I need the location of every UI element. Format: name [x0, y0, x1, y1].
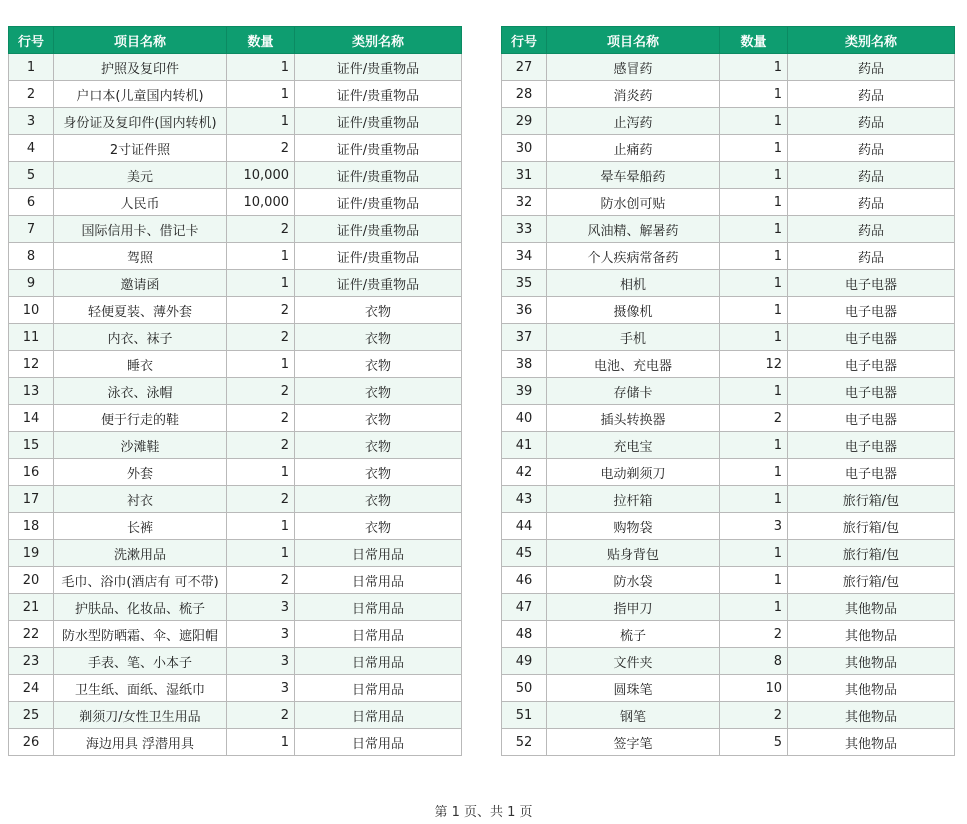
table-row	[502, 135, 955, 162]
table-row	[9, 567, 462, 594]
cell-quantity: 1	[720, 81, 788, 108]
cell-quantity: 1	[720, 297, 788, 324]
cell-quantity: 2	[227, 297, 295, 324]
cell-row-number: 30	[502, 135, 547, 162]
table-row	[502, 216, 955, 243]
cell-category: 衣物	[295, 405, 462, 432]
table-row	[9, 729, 462, 756]
cell-item-name: 长裤	[54, 513, 227, 540]
cell-category: 药品	[788, 189, 955, 216]
cell-quantity: 1	[720, 270, 788, 297]
cell-quantity: 1	[720, 486, 788, 513]
cell-quantity: 2	[227, 378, 295, 405]
cell-quantity: 1	[720, 162, 788, 189]
cell-category: 证件/贵重物品	[295, 135, 462, 162]
cell-row-number: 5	[9, 162, 54, 189]
cell-quantity: 1	[227, 54, 295, 81]
table-row	[502, 405, 955, 432]
table-row	[502, 54, 955, 81]
cell-row-number: 23	[9, 648, 54, 675]
cell-row-number: 8	[9, 243, 54, 270]
cell-quantity: 8	[720, 648, 788, 675]
cell-category: 证件/贵重物品	[295, 54, 462, 81]
cell-row-number: 32	[502, 189, 547, 216]
cell-item-name: 充电宝	[547, 432, 720, 459]
cell-quantity: 1	[720, 135, 788, 162]
cell-quantity: 1	[720, 567, 788, 594]
cell-row-number: 21	[9, 594, 54, 621]
cell-category: 日常用品	[295, 594, 462, 621]
cell-quantity: 1	[720, 459, 788, 486]
cell-quantity: 3	[227, 675, 295, 702]
cell-row-number: 10	[9, 297, 54, 324]
table-row	[502, 486, 955, 513]
cell-item-name: 衬衣	[54, 486, 227, 513]
cell-row-number: 45	[502, 540, 547, 567]
cell-category: 其他物品	[788, 648, 955, 675]
cell-category: 电子电器	[788, 270, 955, 297]
cell-category: 证件/贵重物品	[295, 162, 462, 189]
cell-category: 电子电器	[788, 324, 955, 351]
cell-category: 药品	[788, 54, 955, 81]
cell-quantity: 3	[227, 594, 295, 621]
table-row	[9, 459, 462, 486]
cell-item-name: 内衣、袜子	[54, 324, 227, 351]
cell-quantity: 1	[227, 81, 295, 108]
cell-row-number: 4	[9, 135, 54, 162]
table-row	[9, 540, 462, 567]
cell-category: 其他物品	[788, 675, 955, 702]
cell-item-name: 护照及复印件	[54, 54, 227, 81]
cell-category: 电子电器	[788, 432, 955, 459]
cell-category: 其他物品	[788, 702, 955, 729]
cell-quantity: 1	[227, 108, 295, 135]
cell-row-number: 34	[502, 243, 547, 270]
table-row	[502, 702, 955, 729]
cell-quantity: 1	[720, 54, 788, 81]
cell-item-name: 晕车晕船药	[547, 162, 720, 189]
cell-category: 电子电器	[788, 459, 955, 486]
cell-quantity: 1	[227, 459, 295, 486]
cell-item-name: 消炎药	[547, 81, 720, 108]
cell-quantity: 1	[227, 243, 295, 270]
table-row	[9, 594, 462, 621]
cell-row-number: 27	[502, 54, 547, 81]
header-category: 类别名称	[788, 27, 955, 54]
cell-row-number: 51	[502, 702, 547, 729]
table-row	[9, 297, 462, 324]
cell-item-name: 防水袋	[547, 567, 720, 594]
cell-row-number: 41	[502, 432, 547, 459]
table-row	[9, 351, 462, 378]
cell-category: 日常用品	[295, 648, 462, 675]
header-row-number: 行号	[502, 27, 547, 54]
cell-item-name: 拉杆箱	[547, 486, 720, 513]
table-row	[502, 648, 955, 675]
cell-row-number: 26	[9, 729, 54, 756]
table-row	[9, 216, 462, 243]
table-row	[502, 432, 955, 459]
cell-item-name: 插头转换器	[547, 405, 720, 432]
cell-row-number: 36	[502, 297, 547, 324]
cell-row-number: 28	[502, 81, 547, 108]
cell-quantity: 2	[227, 135, 295, 162]
cell-category: 其他物品	[788, 594, 955, 621]
cell-category: 证件/贵重物品	[295, 189, 462, 216]
cell-item-name: 沙滩鞋	[54, 432, 227, 459]
header-item-name: 项目名称	[547, 27, 720, 54]
cell-row-number: 7	[9, 216, 54, 243]
table-row	[502, 81, 955, 108]
table-row	[9, 189, 462, 216]
cell-row-number: 3	[9, 108, 54, 135]
cell-item-name: 手机	[547, 324, 720, 351]
cell-quantity: 2	[720, 621, 788, 648]
cell-item-name: 外套	[54, 459, 227, 486]
table-row	[502, 189, 955, 216]
cell-quantity: 2	[227, 324, 295, 351]
cell-quantity: 1	[720, 594, 788, 621]
cell-item-name: 存储卡	[547, 378, 720, 405]
cell-row-number: 22	[9, 621, 54, 648]
table-row	[502, 378, 955, 405]
cell-item-name: 购物袋	[547, 513, 720, 540]
cell-quantity: 1	[720, 243, 788, 270]
cell-row-number: 13	[9, 378, 54, 405]
cell-quantity: 10	[720, 675, 788, 702]
cell-row-number: 49	[502, 648, 547, 675]
cell-category: 日常用品	[295, 621, 462, 648]
cell-row-number: 17	[9, 486, 54, 513]
cell-quantity: 1	[227, 540, 295, 567]
cell-quantity: 5	[720, 729, 788, 756]
cell-item-name: 卫生纸、面纸、湿纸巾	[54, 675, 227, 702]
cell-category: 证件/贵重物品	[295, 81, 462, 108]
cell-category: 日常用品	[295, 729, 462, 756]
cell-category: 电子电器	[788, 351, 955, 378]
header-category: 类别名称	[295, 27, 462, 54]
cell-item-name: 洗漱用品	[54, 540, 227, 567]
cell-item-name: 钢笔	[547, 702, 720, 729]
cell-item-name: 海边用具 浮潜用具	[54, 729, 227, 756]
cell-category: 日常用品	[295, 567, 462, 594]
cell-category: 药品	[788, 135, 955, 162]
cell-quantity: 2	[720, 405, 788, 432]
cell-quantity: 1	[720, 324, 788, 351]
cell-category: 旅行箱/包	[788, 540, 955, 567]
cell-category: 旅行箱/包	[788, 486, 955, 513]
cell-row-number: 15	[9, 432, 54, 459]
table-row	[502, 459, 955, 486]
cell-category: 衣物	[295, 324, 462, 351]
cell-row-number: 9	[9, 270, 54, 297]
cell-item-name: 护肤品、化妆品、梳子	[54, 594, 227, 621]
header-row-number: 行号	[9, 27, 54, 54]
cell-item-name: 便于行走的鞋	[54, 405, 227, 432]
table-row	[9, 675, 462, 702]
header-quantity: 数量	[227, 27, 295, 54]
table-row	[9, 621, 462, 648]
cell-category: 衣物	[295, 459, 462, 486]
table-row	[9, 513, 462, 540]
cell-item-name: 邀请函	[54, 270, 227, 297]
cell-row-number: 18	[9, 513, 54, 540]
table-row	[9, 324, 462, 351]
cell-item-name: 身份证及复印件(国内转机)	[54, 108, 227, 135]
table-row	[502, 324, 955, 351]
cell-quantity: 12	[720, 351, 788, 378]
cell-item-name: 轻便夏装、薄外套	[54, 297, 227, 324]
table-row	[502, 540, 955, 567]
cell-item-name: 梳子	[547, 621, 720, 648]
cell-item-name: 指甲刀	[547, 594, 720, 621]
cell-quantity: 3	[720, 513, 788, 540]
cell-quantity: 2	[227, 405, 295, 432]
cell-row-number: 38	[502, 351, 547, 378]
header-item-name: 项目名称	[54, 27, 227, 54]
cell-quantity: 10,000	[227, 162, 295, 189]
cell-quantity: 2	[720, 702, 788, 729]
cell-quantity: 1	[720, 540, 788, 567]
cell-category: 衣物	[295, 297, 462, 324]
cell-quantity: 1	[720, 432, 788, 459]
cell-item-name: 手表、笔、小本子	[54, 648, 227, 675]
table-header-row	[502, 27, 955, 54]
table-row	[502, 297, 955, 324]
cell-row-number: 42	[502, 459, 547, 486]
cell-item-name: 感冒药	[547, 54, 720, 81]
cell-item-name: 电池、充电器	[547, 351, 720, 378]
cell-row-number: 14	[9, 405, 54, 432]
table-row	[9, 135, 462, 162]
cell-item-name: 电动剃须刀	[547, 459, 720, 486]
table-row	[9, 432, 462, 459]
table-row	[9, 378, 462, 405]
cell-quantity: 1	[720, 378, 788, 405]
cell-item-name: 圆珠笔	[547, 675, 720, 702]
cell-category: 日常用品	[295, 702, 462, 729]
cell-row-number: 6	[9, 189, 54, 216]
cell-row-number: 46	[502, 567, 547, 594]
table-row	[502, 270, 955, 297]
cell-row-number: 2	[9, 81, 54, 108]
table-row	[9, 270, 462, 297]
cell-item-name: 防水创可贴	[547, 189, 720, 216]
cell-quantity: 2	[227, 432, 295, 459]
cell-row-number: 31	[502, 162, 547, 189]
cell-quantity: 2	[227, 486, 295, 513]
cell-row-number: 11	[9, 324, 54, 351]
table-row	[9, 648, 462, 675]
table-row	[9, 243, 462, 270]
cell-quantity: 1	[720, 216, 788, 243]
cell-row-number: 16	[9, 459, 54, 486]
table-row	[9, 486, 462, 513]
cell-category: 电子电器	[788, 297, 955, 324]
cell-row-number: 39	[502, 378, 547, 405]
packing-table-right	[501, 26, 955, 756]
cell-quantity: 10,000	[227, 189, 295, 216]
cell-row-number: 12	[9, 351, 54, 378]
cell-category: 药品	[788, 81, 955, 108]
cell-quantity: 2	[227, 702, 295, 729]
cell-row-number: 25	[9, 702, 54, 729]
table-row	[9, 702, 462, 729]
table-row	[9, 162, 462, 189]
cell-category: 药品	[788, 108, 955, 135]
table-row	[9, 81, 462, 108]
cell-item-name: 个人疾病常备药	[547, 243, 720, 270]
cell-item-name: 国际信用卡、借记卡	[54, 216, 227, 243]
cell-quantity: 1	[227, 351, 295, 378]
cell-quantity: 1	[720, 189, 788, 216]
cell-row-number: 52	[502, 729, 547, 756]
cell-category: 药品	[788, 243, 955, 270]
table-header-row	[9, 27, 462, 54]
cell-category: 衣物	[295, 432, 462, 459]
cell-quantity: 3	[227, 621, 295, 648]
table-row	[502, 594, 955, 621]
page-footer: 第 1 页、共 1 页	[434, 805, 533, 820]
table-row	[502, 351, 955, 378]
cell-row-number: 1	[9, 54, 54, 81]
cell-category: 其他物品	[788, 729, 955, 756]
cell-item-name: 睡衣	[54, 351, 227, 378]
cell-item-name: 止痛药	[547, 135, 720, 162]
cell-item-name: 2寸证件照	[54, 135, 227, 162]
table-row	[9, 405, 462, 432]
cell-row-number: 40	[502, 405, 547, 432]
cell-row-number: 19	[9, 540, 54, 567]
cell-category: 证件/贵重物品	[295, 243, 462, 270]
cell-quantity: 1	[720, 108, 788, 135]
table-row	[502, 162, 955, 189]
cell-row-number: 47	[502, 594, 547, 621]
cell-item-name: 贴身背包	[547, 540, 720, 567]
cell-quantity: 2	[227, 216, 295, 243]
cell-category: 衣物	[295, 486, 462, 513]
cell-row-number: 24	[9, 675, 54, 702]
cell-row-number: 43	[502, 486, 547, 513]
cell-category: 证件/贵重物品	[295, 108, 462, 135]
cell-item-name: 文件夹	[547, 648, 720, 675]
cell-quantity: 1	[227, 513, 295, 540]
table-row	[502, 108, 955, 135]
cell-category: 其他物品	[788, 621, 955, 648]
header-quantity: 数量	[720, 27, 788, 54]
cell-row-number: 50	[502, 675, 547, 702]
cell-item-name: 人民币	[54, 189, 227, 216]
cell-item-name: 防水型防晒霜、伞、遮阳帽	[54, 621, 227, 648]
cell-category: 证件/贵重物品	[295, 270, 462, 297]
cell-quantity: 2	[227, 567, 295, 594]
cell-item-name: 户口本(儿童国内转机)	[54, 81, 227, 108]
cell-category: 日常用品	[295, 675, 462, 702]
cell-category: 衣物	[295, 378, 462, 405]
cell-row-number: 48	[502, 621, 547, 648]
table-row	[502, 675, 955, 702]
cell-item-name: 止泻药	[547, 108, 720, 135]
cell-category: 药品	[788, 162, 955, 189]
cell-category: 旅行箱/包	[788, 567, 955, 594]
cell-item-name: 剃须刀/女性卫生用品	[54, 702, 227, 729]
cell-category: 衣物	[295, 513, 462, 540]
table-row	[502, 243, 955, 270]
cell-item-name: 美元	[54, 162, 227, 189]
cell-category: 电子电器	[788, 405, 955, 432]
cell-item-name: 风油精、解暑药	[547, 216, 720, 243]
table-row	[9, 108, 462, 135]
cell-quantity: 1	[227, 729, 295, 756]
cell-row-number: 37	[502, 324, 547, 351]
cell-row-number: 33	[502, 216, 547, 243]
cell-row-number: 35	[502, 270, 547, 297]
cell-quantity: 1	[227, 270, 295, 297]
cell-category: 衣物	[295, 351, 462, 378]
cell-item-name: 驾照	[54, 243, 227, 270]
table-row	[502, 729, 955, 756]
cell-category: 日常用品	[295, 540, 462, 567]
table-row	[9, 54, 462, 81]
cell-row-number: 20	[9, 567, 54, 594]
cell-quantity: 3	[227, 648, 295, 675]
packing-table-left	[8, 26, 462, 756]
table-row	[502, 621, 955, 648]
table-row	[502, 513, 955, 540]
cell-row-number: 29	[502, 108, 547, 135]
cell-category: 药品	[788, 216, 955, 243]
cell-item-name: 相机	[547, 270, 720, 297]
cell-item-name: 泳衣、泳帽	[54, 378, 227, 405]
cell-item-name: 签字笔	[547, 729, 720, 756]
cell-category: 证件/贵重物品	[295, 216, 462, 243]
cell-row-number: 44	[502, 513, 547, 540]
cell-item-name: 摄像机	[547, 297, 720, 324]
cell-category: 电子电器	[788, 378, 955, 405]
cell-item-name: 毛巾、浴巾(酒店有 可不带)	[54, 567, 227, 594]
table-row	[502, 567, 955, 594]
cell-category: 旅行箱/包	[788, 513, 955, 540]
